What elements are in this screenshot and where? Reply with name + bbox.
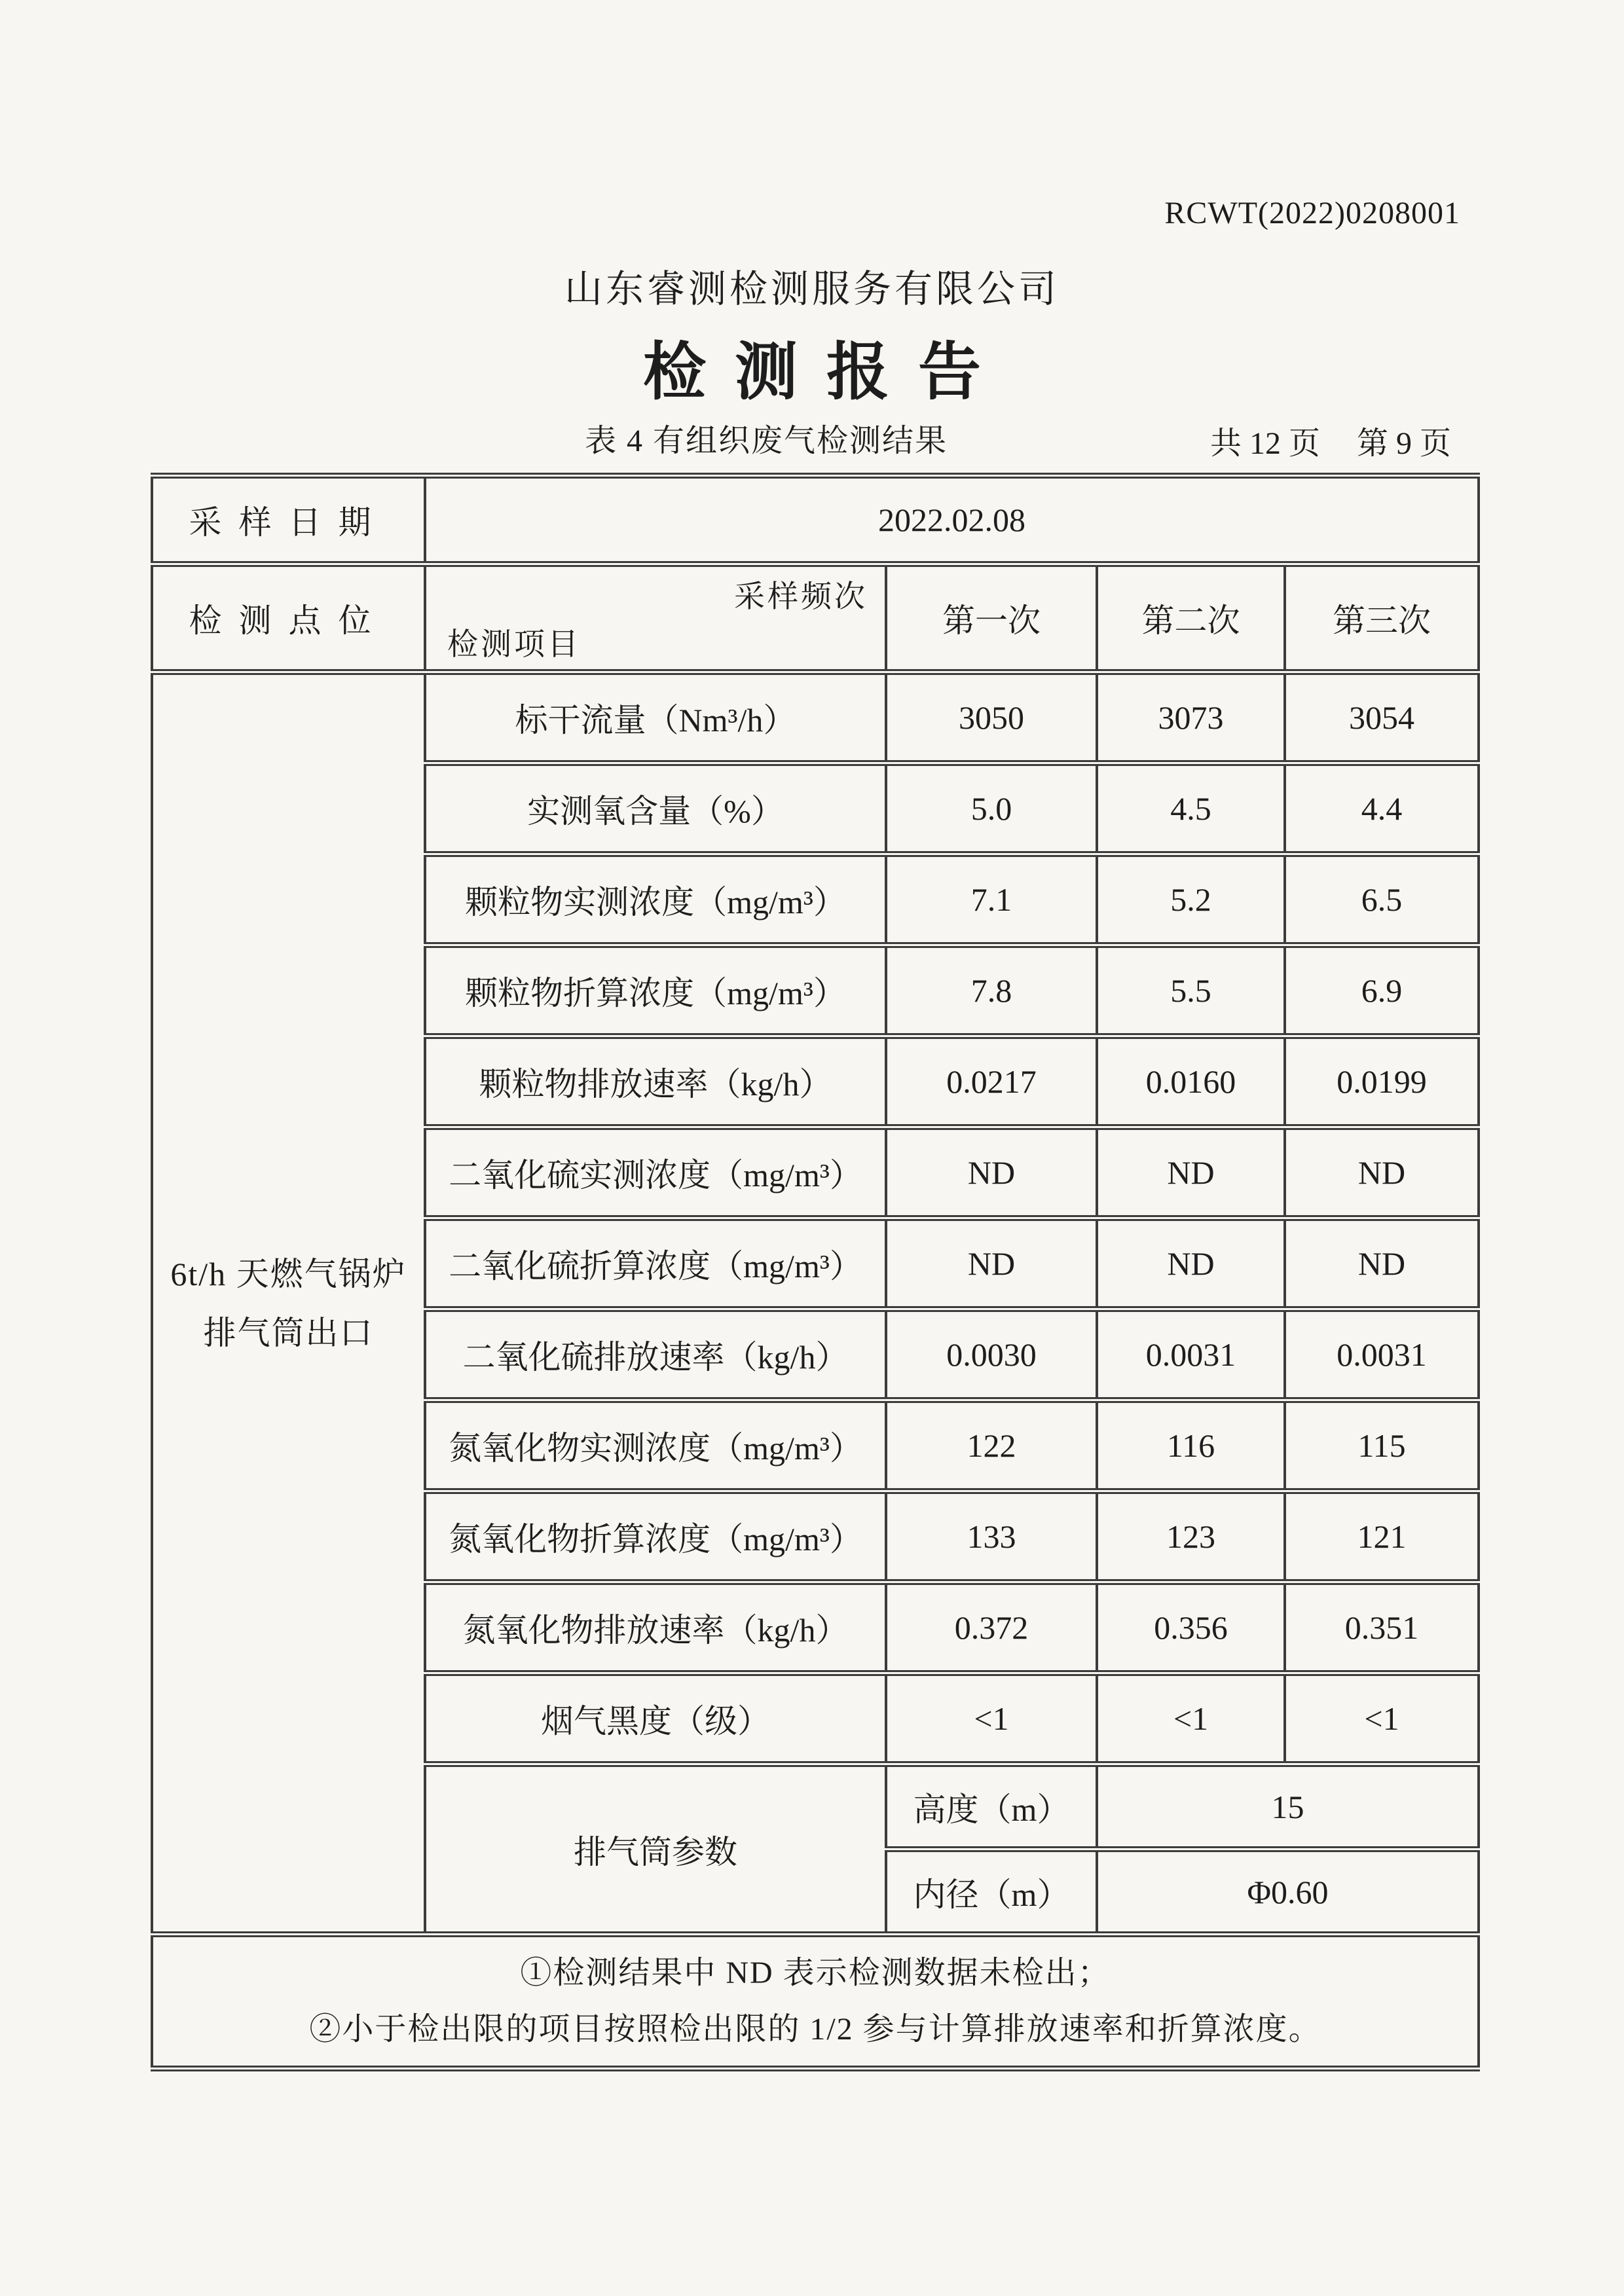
- row-label-cell: 实测氧含量（%）: [425, 763, 886, 854]
- sampling-date-label: 采样日期: [189, 504, 388, 541]
- row-label-cell: 氮氧化物排放速率（kg/h）: [425, 1582, 886, 1673]
- point-label: 检测点位: [189, 602, 388, 639]
- freq-header-2: 第二次: [1097, 564, 1285, 672]
- row-label-cell: 二氧化硫折算浓度（mg/m³）: [425, 1218, 886, 1309]
- row-value-cell: 0.0030: [886, 1309, 1097, 1400]
- row-value-cell: ND: [886, 1127, 1097, 1218]
- row-value-cell: 115: [1285, 1400, 1479, 1491]
- diagonal-header-cell: [425, 564, 886, 672]
- stack-height-label-cell: 高度（m）: [886, 1764, 1097, 1850]
- row-value-cell: 3073: [1097, 672, 1285, 763]
- sampling-date-label-cell: [152, 476, 425, 564]
- row-value-cell: 0.356: [1097, 1582, 1285, 1673]
- row-value-cell: 123: [1097, 1491, 1285, 1582]
- row-label-cell: 氮氧化物实测浓度（mg/m³）: [425, 1400, 886, 1491]
- row-label-cell: 烟气黑度（级）: [425, 1673, 886, 1764]
- row-value-cell: 0.351: [1285, 1582, 1479, 1673]
- stack-height-value-cell: 15: [1097, 1764, 1479, 1850]
- results-table: [151, 473, 1480, 2071]
- row-value-cell: 5.0: [886, 763, 1097, 854]
- row-value-cell: <1: [1097, 1673, 1285, 1764]
- page-current: 第 9 页: [1356, 426, 1451, 461]
- note-line: ①检测结果中 ND 表示检测数据未检出；: [520, 1955, 1111, 1990]
- point-label-cell: [152, 564, 425, 672]
- row-value-cell: 0.0031: [1097, 1309, 1285, 1400]
- row-label-cell: 颗粒物排放速率（kg/h）: [425, 1036, 886, 1127]
- row-value-cell: ND: [1097, 1218, 1285, 1309]
- row-value-cell: 3050: [886, 672, 1097, 763]
- row-value-cell: 3054: [1285, 672, 1479, 763]
- row-value-cell: 0.372: [886, 1582, 1097, 1673]
- point-name-line1: 6t/h 天燃气锅炉: [170, 1255, 407, 1292]
- stack-diameter-value-cell: Φ0.60: [1097, 1850, 1479, 1935]
- row-label-cell: 二氧化硫实测浓度（mg/m³）: [425, 1127, 886, 1218]
- row-label-cell: 二氧化硫排放速率（kg/h）: [425, 1309, 886, 1400]
- notes-row: [152, 1935, 1479, 2069]
- row-value-cell: 0.0199: [1285, 1036, 1479, 1127]
- row-label-cell: 颗粒物实测浓度（mg/m³）: [425, 854, 886, 945]
- report-title: 检测报告: [643, 337, 1010, 407]
- header-row: [152, 564, 1479, 672]
- row-value-cell: 5.2: [1097, 854, 1285, 945]
- sampling-date-value-cell: 2022.02.08: [425, 476, 1479, 564]
- row-label-cell: 颗粒物折算浓度（mg/m³）: [425, 945, 886, 1036]
- freq-header-1: 第一次: [886, 564, 1097, 672]
- row-label-cell: 标干流量（Nm³/h）: [425, 672, 886, 763]
- row-value-cell: 116: [1097, 1400, 1285, 1491]
- row-value-cell: 4.5: [1097, 763, 1285, 854]
- table-row: [152, 672, 1479, 763]
- freq-header-3: 第三次: [1285, 564, 1479, 672]
- stack-params-label-cell: 排气筒参数: [425, 1764, 886, 1935]
- notes-cell: [152, 1935, 1479, 2069]
- company-name: 山东睿测检测服务有限公司: [564, 268, 1060, 310]
- table-caption: 表 4 有组织废气检测结果: [585, 424, 948, 458]
- row-value-cell: 121: [1285, 1491, 1479, 1582]
- row-value-cell: <1: [1285, 1673, 1479, 1764]
- pages-total: 共 12 页: [1209, 426, 1320, 461]
- row-value-cell: 4.4: [1285, 763, 1479, 854]
- sampling-date-row: [152, 476, 1479, 564]
- page-info: [1210, 418, 1451, 463]
- row-value-cell: <1: [886, 1673, 1097, 1764]
- row-value-cell: 133: [886, 1491, 1097, 1582]
- row-value-cell: 5.5: [1097, 945, 1285, 1036]
- diagonal-bottom-label: 检测项目: [447, 628, 581, 662]
- row-value-cell: ND: [1285, 1218, 1479, 1309]
- row-value-cell: 0.0217: [886, 1036, 1097, 1127]
- note-line: ②小于检出限的项目按照检出限的 1/2 参与计算排放速率和折算浓度。: [309, 2012, 1321, 2047]
- row-value-cell: 0.0031: [1285, 1309, 1479, 1400]
- row-value-cell: 122: [886, 1400, 1097, 1491]
- row-value-cell: 0.0160: [1097, 1036, 1285, 1127]
- row-label-cell: 氮氧化物折算浓度（mg/m³）: [425, 1491, 886, 1582]
- row-value-cell: 6.5: [1285, 854, 1479, 945]
- report-ref-number: RCWT(2022)0208001: [1164, 196, 1460, 230]
- row-value-cell: ND: [1097, 1127, 1285, 1218]
- row-value-cell: ND: [886, 1218, 1097, 1309]
- diagonal-top-label: 采样频次: [734, 580, 868, 614]
- stack-diameter-label-cell: 内径（m）: [886, 1850, 1097, 1935]
- row-value-cell: ND: [1285, 1127, 1479, 1218]
- point-name-line2: 排气筒出口: [203, 1314, 374, 1351]
- point-name-cell: [152, 672, 425, 1935]
- row-value-cell: 7.1: [886, 854, 1097, 945]
- row-value-cell: 6.9: [1285, 945, 1479, 1036]
- row-value-cell: 7.8: [886, 945, 1097, 1036]
